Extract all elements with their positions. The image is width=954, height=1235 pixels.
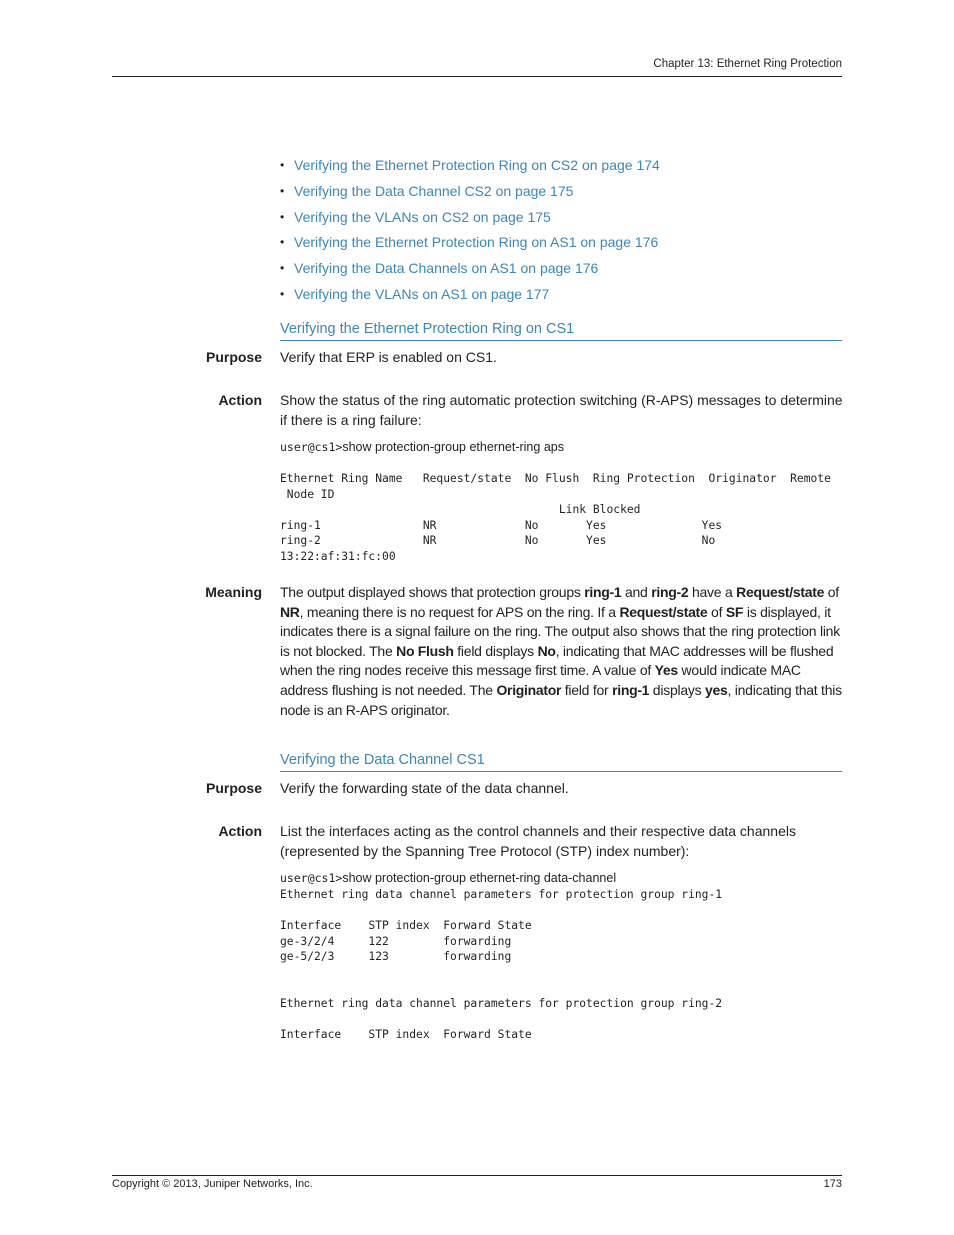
toc-item[interactable] — [280, 232, 840, 258]
cli-prompt: user@cs1> — [280, 440, 343, 454]
action-text: List the interfaces acting as the control channels and their respective data channels (represented by the Spanning Tree Protocol (STP) index number): — [280, 823, 796, 859]
bullet-icon: • — [280, 286, 285, 301]
cli-command: show protection-group ethernet-ring aps — [342, 440, 564, 454]
footer-rule — [112, 1175, 842, 1176]
toc-link[interactable]: Verifying the VLANs on CS2 on page 175 — [294, 208, 551, 225]
toc-item[interactable] — [280, 181, 840, 207]
meaning-label: Meaning — [205, 584, 262, 600]
running-header: Chapter 13: Ethernet Ring Protection — [653, 58, 842, 70]
toc-list — [280, 155, 840, 310]
header-rule — [112, 76, 842, 77]
toc-item[interactable] — [280, 207, 840, 233]
cli-prompt: user@cs1> — [280, 871, 343, 885]
copyright-text: Copyright © 2013, Juniper Networks, Inc. — [112, 1178, 313, 1190]
toc-link[interactable]: Verifying the VLANs on AS1 on page 177 — [294, 285, 550, 302]
purpose-label: Purpose — [205, 349, 262, 365]
action-label: Action — [218, 823, 262, 839]
toc-item[interactable] — [280, 258, 840, 284]
purpose-text: Verify the forwarding state of the data channel. — [280, 780, 569, 796]
toc-link[interactable]: Verifying the Data Channels on AS1 on page 176 — [294, 260, 599, 277]
bullet-icon: • — [280, 158, 285, 172]
toc-item[interactable] — [280, 155, 840, 181]
bullet-icon: • — [280, 209, 285, 224]
purpose-text: Verify that ERP is enabled on CS1. — [280, 349, 497, 365]
toc-link[interactable]: Verifying the Data Channel CS2 on page 175 — [294, 182, 574, 199]
cli-output-data-channel: Ethernet ring data channel parameters for protection group ring-1 Interface STP index Forward State ge-3/2/4 122 forwarding ge-5/2/3 123 forwarding Ethernet ring data channel parameters for protection group ring-2 Interface STP index Forward State — [280, 888, 723, 1041]
cli-output-aps: Ethernet Ring Name Request/state No Flush Ring Protection Originator Remote Node ID Link Blocked ring-1 NR No Yes Yes ring-2 NR No Yes No 13:22:af:31:fc:00 — [280, 472, 831, 563]
meaning-text: The output displayed shows that protection groups ring-1 and ring-2 have a Request/state of NR, meaning there is no request for APS on the ring. If a Request/state of SF is displayed, it indicates there is a signal failure on the ring. The output also shows that the ring protection link is not blocked. The No Flush field displays No, indicating that MAC addresses will be flushed when the ring nodes receive this message first time. A value of Yes would indicate MAC address flushing is not needed. The Originator field for ring-1 displays yes, indicating that this node is an R-APS originator. — [280, 584, 842, 718]
toc-link[interactable]: Verifying the Ethernet Protection Ring on AS1 on page 176 — [294, 234, 659, 251]
command-line — [280, 871, 616, 885]
toc-item[interactable] — [280, 284, 840, 310]
bullet-icon: • — [280, 183, 285, 198]
toc-link[interactable]: Verifying the Ethernet Protection Ring on CS2 on page 174 — [294, 157, 660, 173]
action-text: Show the status of the ring automatic protection switching (R-APS) messages to determine if there is a ring failure: — [280, 392, 843, 428]
action-label: Action — [218, 392, 262, 408]
page-number: 173 — [823, 1178, 842, 1190]
section-heading-data-channel-cs1: Verifying the Data Channel CS1 — [280, 751, 842, 772]
cli-command: show protection-group ethernet-ring data-channel — [342, 871, 617, 885]
bullet-icon: • — [280, 261, 285, 276]
purpose-label: Purpose — [205, 780, 262, 796]
command-line — [280, 440, 564, 454]
section-heading-erp-cs1: Verifying the Ethernet Protection Ring on CS1 — [280, 320, 842, 341]
bullet-icon: • — [280, 235, 285, 250]
